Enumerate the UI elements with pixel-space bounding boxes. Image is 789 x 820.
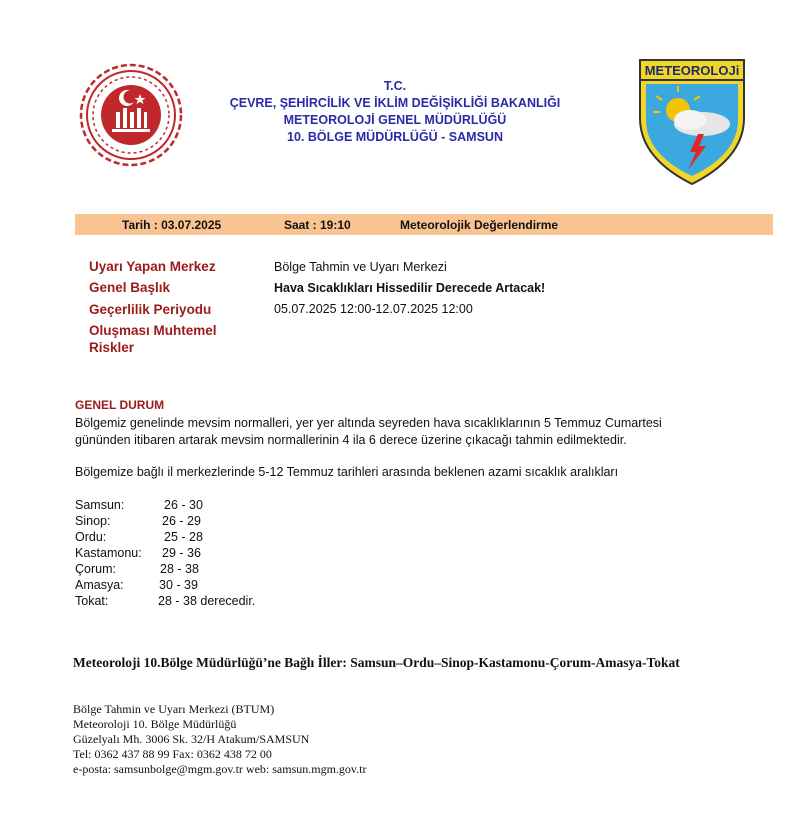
temperature-intro: Bölgemize bağlı il merkezlerinde 5-12 Temmuz tarihleri arasında beklenen azami sıcaklık aralıkları bbox=[75, 465, 619, 479]
city-name: Amasya: bbox=[75, 578, 124, 592]
city-name: Sinop: bbox=[75, 514, 111, 528]
risks-label-line2: Riskler bbox=[89, 340, 135, 355]
city-name: Samsun: bbox=[75, 498, 125, 512]
center-label: Uyarı Yapan Merkez bbox=[89, 259, 216, 274]
city-range: 28 - 38 derecedir. bbox=[158, 594, 256, 608]
city-name: Kastamonu: bbox=[75, 546, 142, 560]
info-time: Saat : 19:10 bbox=[284, 218, 351, 232]
footer-phone: Tel: 0362 437 88 99 Fax: 0362 438 72 00 bbox=[73, 747, 272, 761]
period-label: Geçerlilik Periyodu bbox=[89, 302, 212, 317]
header-region: 10. BÖLGE MÜDÜRLÜĞÜ - SAMSUN bbox=[287, 130, 503, 144]
meteoroloji-shield-logo bbox=[638, 58, 746, 186]
info-title: Meteorolojik Değerlendirme bbox=[400, 218, 559, 232]
city-range: 28 - 38 bbox=[160, 562, 199, 576]
city-name: Ordu: bbox=[75, 530, 107, 544]
provinces-note: Meteoroloji 10.Bölge Müdürlüğü’ne Bağlı İller: Samsun–Ordu–Sinop-Kastamonu-Çorum-Amasya-Tokat bbox=[73, 655, 680, 670]
city-range: 29 - 36 bbox=[162, 546, 201, 560]
period-value: 05.07.2025 12:00-12.07.2025 12:00 bbox=[274, 302, 473, 316]
info-date: Tarih : 03.07.2025 bbox=[122, 218, 222, 232]
risks-label-line1: Oluşması Muhtemel bbox=[89, 323, 217, 338]
footer-address: Güzelyalı Mh. 3006 Sk. 32/H Atakum/SAMSUN bbox=[73, 732, 310, 746]
ministry-seal-logo bbox=[78, 62, 184, 168]
city-range: 30 - 39 bbox=[159, 578, 198, 592]
general-paragraph bbox=[75, 415, 765, 449]
city-name: Tokat: bbox=[75, 594, 109, 608]
general-para-line2: gününden itibaren artarak mevsim normallerinin 4 ila 6 derece üzerine çıkacağı tahmin edilmektedir. bbox=[75, 433, 627, 447]
general-para-line1: Bölgemiz genelinde mevsim normalleri, yer yer altında seyreden hava sıcaklıklarının 5 Temmuz Cumartesi bbox=[75, 416, 662, 430]
heading-label: Genel Başlık bbox=[89, 280, 171, 295]
header-ministry: ÇEVRE, ŞEHİRCİLİK VE İKLİM DEĞİŞİKLİĞİ BAKANLIĞI bbox=[229, 96, 561, 110]
header-tc: T.C. bbox=[383, 79, 407, 93]
heading-value: Hava Sıcaklıkları Hissedilir Derecede Artacak! bbox=[274, 281, 546, 295]
city-range: 25 - 28 bbox=[164, 530, 203, 544]
city-range: 26 - 30 bbox=[164, 498, 203, 512]
footer-line: Meteoroloji 10. Bölge Müdürlüğü bbox=[73, 717, 237, 731]
footer-line: Bölge Tahmin ve Uyarı Merkezi (BTUM) bbox=[73, 702, 275, 716]
svg-text:METEOROLOJi: METEOROLOJi bbox=[644, 63, 740, 78]
footer-email-web: e-posta: samsunbolge@mgm.gov.tr web: samsun.mgm.gov.tr bbox=[73, 762, 367, 776]
city-name: Çorum: bbox=[75, 562, 116, 576]
center-value: Bölge Tahmin ve Uyarı Merkezi bbox=[274, 260, 447, 274]
city-range: 26 - 29 bbox=[162, 514, 201, 528]
header-directorate: METEOROLOJİ GENEL MÜDÜRLÜĞÜ bbox=[283, 113, 507, 127]
info-bar bbox=[75, 214, 773, 235]
risks-label bbox=[89, 322, 217, 356]
general-title: GENEL DURUM bbox=[75, 398, 165, 412]
